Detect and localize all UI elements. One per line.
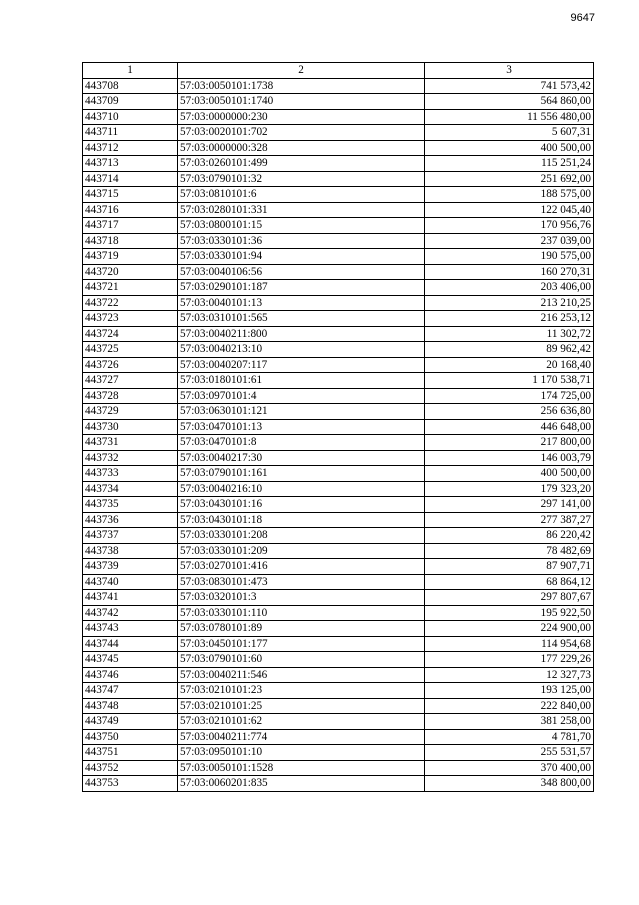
row-number-cell: 443744 bbox=[83, 636, 178, 652]
row-number-cell: 443718 bbox=[83, 233, 178, 249]
cadastral-number-cell: 57:03:0040207:117 bbox=[178, 357, 425, 373]
value-cell: 20 168,40 bbox=[425, 357, 594, 373]
header-col-2: 2 bbox=[178, 63, 425, 79]
cadastral-number-cell: 57:03:0050101:1528 bbox=[178, 760, 425, 776]
row-number-cell: 443723 bbox=[83, 311, 178, 327]
value-cell: 297 807,67 bbox=[425, 590, 594, 606]
table-row bbox=[83, 481, 594, 497]
table-row bbox=[83, 776, 594, 792]
table-row bbox=[83, 202, 594, 218]
value-cell: 348 800,00 bbox=[425, 776, 594, 792]
cadastral-number-cell: 57:03:0970101:4 bbox=[178, 388, 425, 404]
value-cell: 190 575,00 bbox=[425, 249, 594, 265]
row-number-cell: 443738 bbox=[83, 543, 178, 559]
row-number-cell: 443752 bbox=[83, 760, 178, 776]
row-number-cell: 443741 bbox=[83, 590, 178, 606]
value-cell: 12 327,73 bbox=[425, 667, 594, 683]
table-row bbox=[83, 590, 594, 606]
row-number-cell: 443721 bbox=[83, 280, 178, 296]
table-row bbox=[83, 326, 594, 342]
table-row bbox=[83, 109, 594, 125]
header-row bbox=[83, 63, 594, 79]
table-row bbox=[83, 574, 594, 590]
registry-table bbox=[82, 62, 594, 792]
row-number-cell: 443733 bbox=[83, 466, 178, 482]
cadastral-number-cell: 57:03:0330101:36 bbox=[178, 233, 425, 249]
cadastral-number-cell: 57:03:0210101:62 bbox=[178, 714, 425, 730]
value-cell: 216 253,12 bbox=[425, 311, 594, 327]
value-cell: 89 962,42 bbox=[425, 342, 594, 358]
cadastral-number-cell: 57:03:0430101:16 bbox=[178, 497, 425, 513]
value-cell: 370 400,00 bbox=[425, 760, 594, 776]
row-number-cell: 443719 bbox=[83, 249, 178, 265]
row-number-cell: 443715 bbox=[83, 187, 178, 203]
table-row bbox=[83, 233, 594, 249]
table-row bbox=[83, 125, 594, 141]
cadastral-number-cell: 57:03:0040211:546 bbox=[178, 667, 425, 683]
row-number-cell: 443751 bbox=[83, 745, 178, 761]
value-cell: 11 556 480,00 bbox=[425, 109, 594, 125]
row-number-cell: 443742 bbox=[83, 605, 178, 621]
table-row bbox=[83, 373, 594, 389]
table-row bbox=[83, 280, 594, 296]
table-row bbox=[83, 667, 594, 683]
cadastral-number-cell: 57:03:0330101:94 bbox=[178, 249, 425, 265]
row-number-cell: 443735 bbox=[83, 497, 178, 513]
value-cell: 87 907,71 bbox=[425, 559, 594, 575]
cadastral-number-cell: 57:03:0040216:10 bbox=[178, 481, 425, 497]
row-number-cell: 443712 bbox=[83, 140, 178, 156]
value-cell: 297 141,00 bbox=[425, 497, 594, 513]
value-cell: 4 781,70 bbox=[425, 729, 594, 745]
value-cell: 115 251,24 bbox=[425, 156, 594, 172]
value-cell: 114 954,68 bbox=[425, 636, 594, 652]
value-cell: 195 922,50 bbox=[425, 605, 594, 621]
table-row bbox=[83, 636, 594, 652]
value-cell: 122 045,40 bbox=[425, 202, 594, 218]
cadastral-number-cell: 57:03:0290101:187 bbox=[178, 280, 425, 296]
cadastral-number-cell: 57:03:0040211:774 bbox=[178, 729, 425, 745]
row-number-cell: 443747 bbox=[83, 683, 178, 699]
table-row bbox=[83, 745, 594, 761]
row-number-cell: 443748 bbox=[83, 698, 178, 714]
cadastral-number-cell: 57:03:0040213:10 bbox=[178, 342, 425, 358]
value-cell: 1 170 538,71 bbox=[425, 373, 594, 389]
row-number-cell: 443722 bbox=[83, 295, 178, 311]
value-cell: 213 210,25 bbox=[425, 295, 594, 311]
cadastral-number-cell: 57:03:0260101:499 bbox=[178, 156, 425, 172]
row-number-cell: 443750 bbox=[83, 729, 178, 745]
value-cell: 203 406,00 bbox=[425, 280, 594, 296]
row-number-cell: 443736 bbox=[83, 512, 178, 528]
page-number: 9647 bbox=[570, 12, 595, 24]
cadastral-number-cell: 57:03:0950101:10 bbox=[178, 745, 425, 761]
value-cell: 400 500,00 bbox=[425, 140, 594, 156]
value-cell: 160 270,31 bbox=[425, 264, 594, 280]
cadastral-number-cell: 57:03:0000000:230 bbox=[178, 109, 425, 125]
value-cell: 177 229,26 bbox=[425, 652, 594, 668]
row-number-cell: 443739 bbox=[83, 559, 178, 575]
cadastral-number-cell: 57:03:0790101:60 bbox=[178, 652, 425, 668]
cadastral-number-cell: 57:03:0790101:161 bbox=[178, 466, 425, 482]
row-number-cell: 443743 bbox=[83, 621, 178, 637]
table-row bbox=[83, 171, 594, 187]
table-row bbox=[83, 435, 594, 451]
row-number-cell: 443724 bbox=[83, 326, 178, 342]
value-cell: 188 575,00 bbox=[425, 187, 594, 203]
row-number-cell: 443709 bbox=[83, 94, 178, 110]
row-number-cell: 443720 bbox=[83, 264, 178, 280]
row-number-cell: 443710 bbox=[83, 109, 178, 125]
row-number-cell: 443732 bbox=[83, 450, 178, 466]
table-row bbox=[83, 450, 594, 466]
table-row bbox=[83, 311, 594, 327]
cadastral-number-cell: 57:03:0330101:110 bbox=[178, 605, 425, 621]
cadastral-number-cell: 57:03:0050101:1740 bbox=[178, 94, 425, 110]
header-col-3: 3 bbox=[425, 63, 594, 79]
cadastral-number-cell: 57:03:0280101:331 bbox=[178, 202, 425, 218]
table-row bbox=[83, 187, 594, 203]
cadastral-number-cell: 57:03:0050101:1738 bbox=[178, 78, 425, 94]
table-row bbox=[83, 218, 594, 234]
cadastral-number-cell: 57:03:0780101:89 bbox=[178, 621, 425, 637]
table-body bbox=[83, 78, 594, 791]
cadastral-number-cell: 57:03:0040217:30 bbox=[178, 450, 425, 466]
row-number-cell: 443745 bbox=[83, 652, 178, 668]
value-cell: 224 900,00 bbox=[425, 621, 594, 637]
cadastral-number-cell: 57:03:0040211:800 bbox=[178, 326, 425, 342]
cadastral-number-cell: 57:03:0180101:61 bbox=[178, 373, 425, 389]
table-row bbox=[83, 249, 594, 265]
table-row bbox=[83, 419, 594, 435]
row-number-cell: 443734 bbox=[83, 481, 178, 497]
cadastral-number-cell: 57:03:0330101:208 bbox=[178, 528, 425, 544]
table-row bbox=[83, 140, 594, 156]
cadastral-number-cell: 57:03:0470101:13 bbox=[178, 419, 425, 435]
row-number-cell: 443708 bbox=[83, 78, 178, 94]
value-cell: 5 607,31 bbox=[425, 125, 594, 141]
table-row bbox=[83, 559, 594, 575]
row-number-cell: 443728 bbox=[83, 388, 178, 404]
cadastral-number-cell: 57:03:0270101:416 bbox=[178, 559, 425, 575]
cadastral-number-cell: 57:03:0830101:473 bbox=[178, 574, 425, 590]
cadastral-number-cell: 57:03:0040101:13 bbox=[178, 295, 425, 311]
value-cell: 256 636,80 bbox=[425, 404, 594, 420]
table-row bbox=[83, 94, 594, 110]
cadastral-number-cell: 57:03:0450101:177 bbox=[178, 636, 425, 652]
value-cell: 222 840,00 bbox=[425, 698, 594, 714]
value-cell: 146 003,79 bbox=[425, 450, 594, 466]
value-cell: 564 860,00 bbox=[425, 94, 594, 110]
value-cell: 86 220,42 bbox=[425, 528, 594, 544]
cadastral-number-cell: 57:03:0210101:23 bbox=[178, 683, 425, 699]
table-row bbox=[83, 357, 594, 373]
cadastral-number-cell: 57:03:0800101:15 bbox=[178, 218, 425, 234]
table-row bbox=[83, 78, 594, 94]
table-row bbox=[83, 512, 594, 528]
value-cell: 381 258,00 bbox=[425, 714, 594, 730]
cadastral-number-cell: 57:03:0310101:565 bbox=[178, 311, 425, 327]
cadastral-number-cell: 57:03:0320101:3 bbox=[178, 590, 425, 606]
table-row bbox=[83, 264, 594, 280]
table-row bbox=[83, 156, 594, 172]
cadastral-number-cell: 57:03:0630101:121 bbox=[178, 404, 425, 420]
row-number-cell: 443717 bbox=[83, 218, 178, 234]
table-row bbox=[83, 698, 594, 714]
row-number-cell: 443737 bbox=[83, 528, 178, 544]
table-row bbox=[83, 714, 594, 730]
table-row bbox=[83, 342, 594, 358]
value-cell: 11 302,72 bbox=[425, 326, 594, 342]
cadastral-number-cell: 57:03:0790101:32 bbox=[178, 171, 425, 187]
table-row bbox=[83, 295, 594, 311]
cadastral-number-cell: 57:03:0000000:328 bbox=[178, 140, 425, 156]
row-number-cell: 443740 bbox=[83, 574, 178, 590]
value-cell: 446 648,00 bbox=[425, 419, 594, 435]
row-number-cell: 443730 bbox=[83, 419, 178, 435]
table-row bbox=[83, 466, 594, 482]
value-cell: 400 500,00 bbox=[425, 466, 594, 482]
row-number-cell: 443729 bbox=[83, 404, 178, 420]
cadastral-number-cell: 57:03:0020101:702 bbox=[178, 125, 425, 141]
value-cell: 741 573,42 bbox=[425, 78, 594, 94]
table-row bbox=[83, 683, 594, 699]
value-cell: 217 800,00 bbox=[425, 435, 594, 451]
row-number-cell: 443731 bbox=[83, 435, 178, 451]
value-cell: 174 725,00 bbox=[425, 388, 594, 404]
cadastral-number-cell: 57:03:0210101:25 bbox=[178, 698, 425, 714]
table-row bbox=[83, 760, 594, 776]
table-row bbox=[83, 497, 594, 513]
cadastral-number-cell: 57:03:0330101:209 bbox=[178, 543, 425, 559]
row-number-cell: 443716 bbox=[83, 202, 178, 218]
row-number-cell: 443726 bbox=[83, 357, 178, 373]
table-row bbox=[83, 543, 594, 559]
cadastral-number-cell: 57:03:0470101:8 bbox=[178, 435, 425, 451]
value-cell: 255 531,57 bbox=[425, 745, 594, 761]
value-cell: 78 482,69 bbox=[425, 543, 594, 559]
row-number-cell: 443753 bbox=[83, 776, 178, 792]
table-header bbox=[83, 63, 594, 79]
table-row bbox=[83, 605, 594, 621]
value-cell: 193 125,00 bbox=[425, 683, 594, 699]
row-number-cell: 443727 bbox=[83, 373, 178, 389]
row-number-cell: 443711 bbox=[83, 125, 178, 141]
table-row bbox=[83, 528, 594, 544]
row-number-cell: 443749 bbox=[83, 714, 178, 730]
header-col-1: 1 bbox=[83, 63, 178, 79]
table-row bbox=[83, 621, 594, 637]
row-number-cell: 443725 bbox=[83, 342, 178, 358]
cadastral-number-cell: 57:03:0430101:18 bbox=[178, 512, 425, 528]
value-cell: 237 039,00 bbox=[425, 233, 594, 249]
cadastral-number-cell: 57:03:0810101:6 bbox=[178, 187, 425, 203]
table-row bbox=[83, 404, 594, 420]
table-row bbox=[83, 729, 594, 745]
table-row bbox=[83, 388, 594, 404]
value-cell: 170 956,76 bbox=[425, 218, 594, 234]
row-number-cell: 443713 bbox=[83, 156, 178, 172]
row-number-cell: 443714 bbox=[83, 171, 178, 187]
value-cell: 251 692,00 bbox=[425, 171, 594, 187]
cadastral-number-cell: 57:03:0060201:835 bbox=[178, 776, 425, 792]
value-cell: 68 864,12 bbox=[425, 574, 594, 590]
value-cell: 179 323,20 bbox=[425, 481, 594, 497]
cadastral-number-cell: 57:03:0040106:56 bbox=[178, 264, 425, 280]
value-cell: 277 387,27 bbox=[425, 512, 594, 528]
row-number-cell: 443746 bbox=[83, 667, 178, 683]
table-row bbox=[83, 652, 594, 668]
